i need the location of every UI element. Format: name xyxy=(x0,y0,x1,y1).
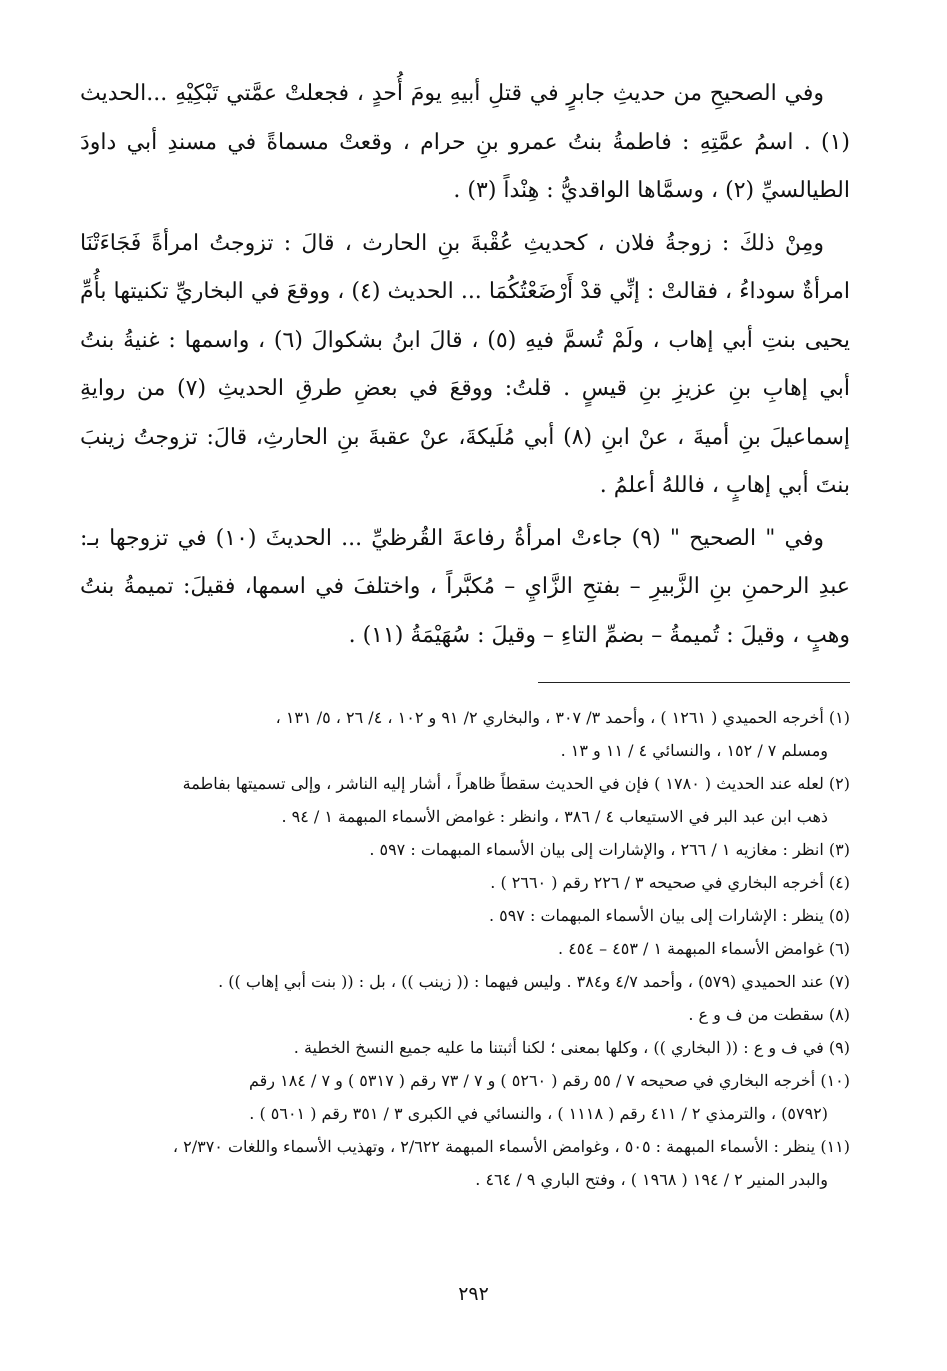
page-number: ٢٩٢ xyxy=(458,1283,489,1305)
book-page xyxy=(80,70,850,1196)
footnote-8 xyxy=(80,998,850,1031)
paragraph-3: وفي " الصحيح " (٩) جاءتْ امرأةُ رفاعةَ القُرظيِّ ... الحديثَ (١٠) في تزوجها بـ: عبدِ الرحمنِ بنِ الزَّبيرِ – بفتحِ الزَّايِ – مُكبَّراً ، واختلفَ في اسمها، فقيلَ: تميمةُ بنتُ وهبٍ ، وقيلَ : تُميمةُ – بضمِّ التاءِ – وقيلَ : سُهَيْمَةُ (١١) . xyxy=(80,525,850,648)
footnote-10 xyxy=(80,1064,850,1130)
footnote-7 xyxy=(80,965,850,998)
paragraph-1: وفي الصحيحِ من حديثِ جابرٍ في قتلِ أبيهِ يومَ أُحدٍ ، فجعلتْ عمَّتي تَبْكِيْهِ ...الحديث (١) . اسمُ عمَّتِهِ : فاطمةُ بنتُ عمرو بنِ حرام ، وقعتْ مسماةً في مسندِ أبي داودَ الطيالسيِّ (٢) ، وسمَّاها الواقديُّ : هِنْداً (٣) . xyxy=(80,81,850,203)
main-text xyxy=(80,70,850,660)
footnote-9 xyxy=(80,1031,850,1064)
footnote-3 xyxy=(80,833,850,866)
footnote-2-line2: ذهب ابن عبد البر في الاستيعاب ٤ / ٣٨٦ ، وانظر : غوامض الأسماء المبهمة ١ / ٩٤ . xyxy=(281,807,828,826)
footnote-6-line1: (٦) غوامض الأسماء المبهمة ١ / ٤٥٣ – ٤٥٤ . xyxy=(558,939,850,958)
footnote-5-line1: (٥) ينظر : الإشارات إلى بيان الأسماء المبهمات : ٥٩٧ . xyxy=(488,906,850,925)
footnote-separator xyxy=(538,682,850,683)
footnote-4 xyxy=(80,866,850,899)
footnote-7-line1: (٧) عند الحميدي (٥٧٩) ، وأحمد ٤/٧ و٣٨٤ . وليس فيهما : (( زينب )) ، بل : (( بنت أبي إهاب )) . xyxy=(218,972,850,991)
footnote-2 xyxy=(80,767,850,833)
footnote-11 xyxy=(80,1130,850,1196)
footnote-2-line1: (٢) لعله عند الحديث ( ١٧٨٠ ) فإن في الحديث سقطاً ظاهراً ، أشار إليه الناشر ، وإلى تسميتها بفاطمة xyxy=(182,774,850,793)
footnote-11-line1: (١١) ينظر : الأسماء المبهمة : ٥٠٥ ، وغوامض الأسماء المبهمة ٢/٦٢٢ ، وتهذيب الأسماء واللغات ٢/٣٧٠ ، xyxy=(172,1137,850,1156)
footnotes xyxy=(80,701,850,1196)
footnote-11-line2: والبدر المنير ٢ / ١٩٤ ( ١٩٦٨ ) ، وفتح الباري ٩ / ٤٦٤ . xyxy=(475,1170,828,1189)
footnote-1-line1: (١) أخرجه الحميدي ( ١٢٦١ ) ، وأحمد ٣/ ٣٠٧ ، والبخاري ٢/ ٩١ و ١٠٢ ، ٤/ ٢٦ ، ٥/ ١٣١ ، xyxy=(275,708,850,727)
footnote-3-line1: (٣) انظر : مغازيه ١ / ٢٦٦ ، والإشارات إلى بيان الأسماء المبهمات : ٥٩٧ . xyxy=(369,840,850,859)
footnote-5 xyxy=(80,899,850,932)
footnote-9-line1: (٩) في ف و ع : (( البخاري )) ، وكلها بمعنى ؛ لكنا أثبتنا ما عليه جميع النسخ الخطية . xyxy=(293,1038,850,1057)
footnote-1-line2: ومسلم ٧ / ١٥٢ ، والنسائي ٤ / ١١ و ١٣ . xyxy=(560,741,828,760)
footnote-1 xyxy=(80,701,850,767)
footnote-8-line1: (٨) سقطت من ف و ع . xyxy=(688,1005,850,1024)
footnote-4-line1: (٤) أخرجه البخاري في صحيحه ٣ / ٢٢٦ رقم ( ٢٦٦٠ ) . xyxy=(490,873,850,892)
paragraph-2: ومِنْ ذلكَ : زوجةُ فلان ، كحديثِ عُقْبةَ بنِ الحارث ، قالَ : تزوجتُ امرأةً فَجَاءَتْنَا امرأةٌ سوداءُ ، فقالتْ : إنِّي قدْ أَرْضَعْتُكُمَا ... الحديث (٤) ، ووقعَ في البخاريِّ تكنيتها بأُمِّ يحيى بنتِ أبي إهاب ، ولَمْ تُسمَّ فيهِ (٥) ، قالَ ابنُ بشكوالَ (٦) ، واسمها : غنيةُ بنتُ أبي إهابِ بنِ عزيزِ بنِ قيسٍ . قلتُ: ووقعَ في بعضِ طرقِ الحديثِ (٧) من روايةِ إسماعيلَ بنِ أميةَ ، عنْ ابنِ (٨) أبي مُلَيكةَ، عنْ عقبةَ بنِ الحارثِ، قالَ: تزوجتُ زينبَ بنتَ أبي إهابٍ ، فاللهُ أعلمُ . xyxy=(80,230,850,498)
footnote-10-line2: (٥٧٩٢) ، والترمذي ٢ / ٤١١ رقم ( ١١١٨ ) ، والنسائي في الكبرى ٣ / ٣٥١ رقم ( ٥٦٠١ ) . xyxy=(249,1104,828,1123)
footnote-6 xyxy=(80,932,850,965)
footnote-10-line1: (١٠) أخرجه البخاري في صحيحه ٧ / ٥٥ رقم ( ٥٢٦٠ ) و ٧ / ٧٣ رقم ( ٥٣١٧ ) و ٧ / ١٨٤ رقم xyxy=(249,1071,850,1090)
